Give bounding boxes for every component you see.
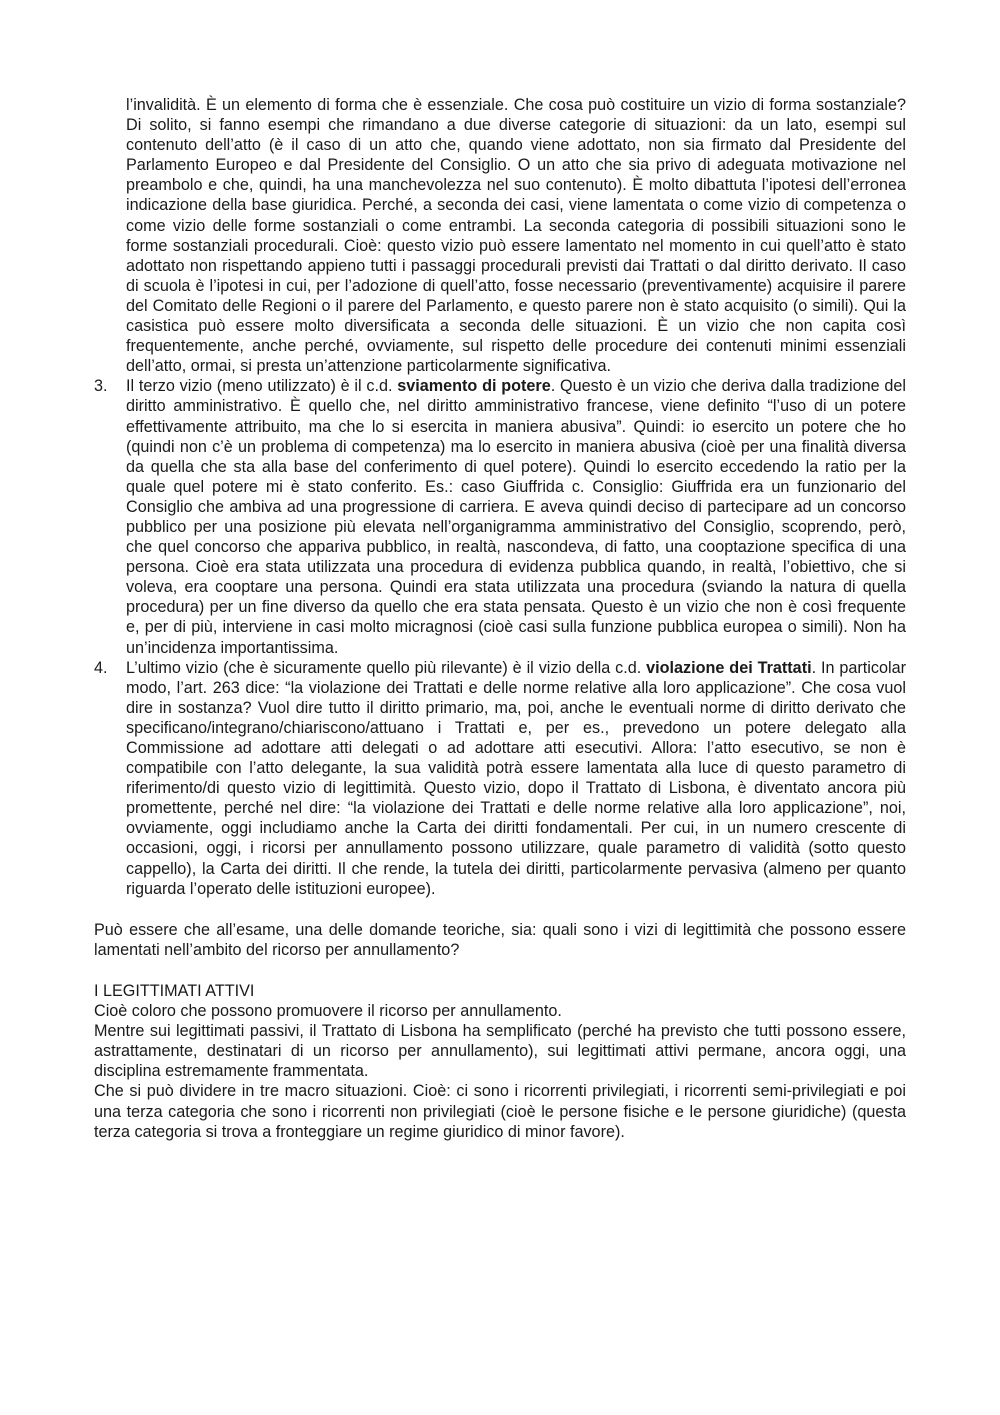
list-number: 4. xyxy=(94,658,108,677)
bold-term: sviamento di potere xyxy=(397,377,551,396)
text-run: L’ultimo vizio (che è sicuramente quello più rilevante) è il vizio della c.d. xyxy=(126,658,647,677)
paragraph-substantial-forms: l’invalidità. È un elemento di forma che è essenziale. Che cosa può costituire un vizio di forma sostanziale? Di solito, si fanno esempi che rimandano a due diverse categorie di situazioni: da un lato, esempi sul contenuto dell’atto (è il caso di un atto che, quando viene adottato, non sia firmato dal Presidente del Parlamento Europeo e dal Presidente del Consiglio. O un atto che sia privo di adeguata motivazione nel preambolo e che, quindi, ha una manchevolezza nel suo contenuto). È molto dibattuta l’ipotesi dell’erronea indicazione della base giuridica. Perché, a seconda dei casi, viene lamentata o come vizio di competenza o come vizio delle forme sostanziali o come entrambi. La seconda categoria di possibili situazioni sono le forme sostanziali procedurali. Cioè: questo vizio può essere lamentato nel momento in cui quell’atto è stato adottato non rispettando appieno tutti i passaggi procedurali previsti dai Trattati o dal diritto derivato. Il caso di scuola è l’ipotesi in cui, per l’adozione di quell’atto, fosse necessario (preventivamente) acquisire il parere del Comitato delle Regioni o il parere del Parlamento, e questo parere non è stato acquisito (o simili). Qui la casistica può essere molto diversificata a seconda delle situazioni. È un vizio che non capita così frequentemente, anche perché, ovviamente, sul rispetto delle procedure dei contenuti minimi essenziali dell’atto, ormai, si presta un’attenzione particolarmente significativa. xyxy=(126,96,906,376)
list-number: 3. xyxy=(94,377,108,396)
bold-term: violazione dei Trattati xyxy=(646,658,812,677)
text-run: . In particolar modo, l’art. 263 dice: “la violazione dei Trattati e delle norme relative alla loro applicazione”. Che cosa vuol dire in sostanza? Vuol dire tutto il diritto primario, ma, poi, anche le eventuali norme di diritto derivato che specificano/integrano/chiariscono/attuano i Trattati e, per es., prevedono un potere delegato alla Commissione ad adottare atti delegati o ad adottare atti esecutivi. Allora: l’atto esecutivo, se non è compatibile con l’atto delegante, la sua validità potrà essere lamentata alla luce di questo parametro di riferimento/di questo vizio di legittimità. Questo vizio, dopo il Trattato di Lisbona, è diventato ancora più promettente, perché nel dire: “la violazione dei Trattati e delle norme relative alla loro applicazione”, noi, ovviamente, oggi includiamo anche la Carta dei diritti fondamentali. Per cui, in un numero crescente di occasioni, oggi, i ricorsi per annullamento possono utilizzare, quale parametro di validità (sotto questo cappello), la Carta dei diritti. Il che rende, la tutela dei diritti, particolarmente pervasiva (almeno per quanto riguarda l’operato delle istituzioni europee). xyxy=(126,658,906,898)
section-heading: I LEGITTIMATI ATTIVI xyxy=(94,981,255,1000)
text-run: Il terzo vizio (meno utilizzato) è il c.d. xyxy=(126,377,398,396)
paragraph-violazione-dei-trattati xyxy=(126,658,906,899)
paragraph-legittimati-passivi: Mentre sui legittimati passivi, il Trattato di Lisbona ha semplificato (perché ha previsto che tutti possono essere, astrattamente, destinatari di un ricorso per annullamento), sui legittimati attivi permane, ancora oggi, una disciplina estremamente frammentata. xyxy=(94,1022,906,1081)
text-run: . Questo è un vizio che deriva dalla tradizione del diritto amministrativo. È quello che, nel diritto amministrativo francese, viene definito “l’uso di un potere effettivamente attribuito, ma che lo si esercita in maniera abusiva”. Quindi: io esercito un potere che ho (quindi non c’è un problema di competenza) ma lo esercito in maniera abusiva (cioè per una finalità diversa da quella che sta alla base del conferimento di quel potere). Quindi lo esercito eccedendo la ratio per la quale quel potere mi è stato conferito. Es.: caso Giuffrida c. Consiglio: Giuffrida era un funzionario del Consiglio che ambiva ad una progressione di carriera. E aveva quindi deciso di partecipare ad un concorso pubblico per una posizione più elevata nell’organigramma amministrativo del Consiglio, scoprendo, però, che quel concorso che appariva pubblico, in realtà, nascondeva, di fatto, una cooptazione specifica di una persona. Cioè era stata utilizzata una procedura di evidenza pubblica quando, in realtà, l’obiettivo, che si voleva, era cooptare una persona. Quindi era stata utilizzata una procedura (sviando la natura di quella procedura) per un fine diverso da quello che era stata pensata. Questo è un vizio che non è così frequente e, per di più, interviene in casi molto micragnosi (cioè casi sulla funzione pubblica europea o simili). Non ha un’incidenza importantissima. xyxy=(126,377,907,657)
paragraph-sviamento-di-potere xyxy=(126,376,906,657)
spacer xyxy=(94,899,906,920)
list-item-3 xyxy=(94,376,906,657)
paragraph-definition: Cioè coloro che possono promuovere il ricorso per annullamento. xyxy=(94,1002,562,1021)
document-body xyxy=(94,95,906,1142)
list-item-2-continuation xyxy=(94,95,906,376)
spacer xyxy=(94,960,906,981)
paragraph-exam-note: Può essere che all’esame, una delle domande teoriche, sia: quali sono i vizi di legittimità che possono essere lamentati nell’ambito del ricorso per annullamento? xyxy=(94,920,906,959)
paragraph-macro-situazioni: Che si può dividere in tre macro situazioni. Cioè: ci sono i ricorrenti privilegiati, i ricorrenti semi-privilegiati e poi una terza categoria che sono i ricorrenti non privilegiati (cioè le persone fisiche e le persone giuridiche) (questa terza categoria si trova a fronteggiare un regime giuridico di minor favore). xyxy=(94,1082,906,1141)
list-item-4 xyxy=(94,658,906,899)
